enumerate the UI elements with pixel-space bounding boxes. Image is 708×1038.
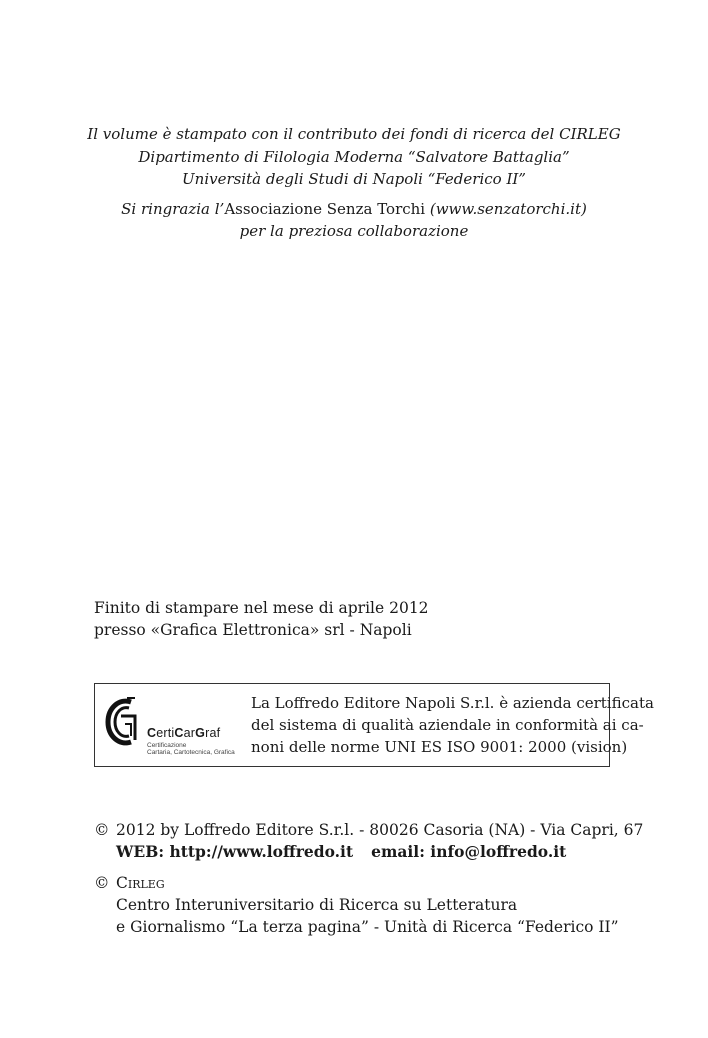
cirleg-name: Cirleg [116, 874, 165, 892]
cirleg-description-1: Centro Interuniversitario di Ricerca su Letteratura [116, 896, 518, 914]
certification-line: La Loffredo Editore Napoli S.r.l. è azienda certificata [251, 694, 654, 712]
copyright-symbol: © [94, 821, 110, 839]
certicargraf-logo-icon [105, 696, 139, 748]
certification-statement [251, 692, 654, 758]
publisher-web: WEB: http://www.loffredo.it [116, 842, 354, 861]
certicargraf-subtitle-2: Cartaria, Cartotecnica, Grafica [147, 749, 235, 756]
credit-line-university: Università degli Studi di Napoli “Federico II” [182, 170, 526, 188]
publisher-email: email: info@loffredo.it [371, 842, 567, 861]
thanks-organization: Associazione Senza Torchi [224, 200, 426, 218]
printing-date: Finito di stampare nel mese di aprile 2012 [94, 599, 429, 617]
certification-line: del sistema di qualità aziendale in conformità ai ca- [251, 716, 644, 734]
printing-printer: presso «Grafica Elettronica» srl - Napoli [94, 621, 412, 639]
credit-line-funding: Il volume è stampato con il contributo dei fondi di ricerca del CIRLEG [87, 125, 621, 143]
copyright-symbol: © [94, 874, 110, 892]
credit-line-collaboration: per la preziosa collaborazione [239, 222, 469, 240]
certicargraf-brand: CertiCarGraf [147, 726, 221, 740]
thanks-prefix: Si ringrazia l’ [121, 200, 225, 218]
certification-line: noni delle norme UNI ES ISO 9001: 2000 (vision) [251, 738, 628, 756]
publisher-address: 2012 by Loffredo Editore S.r.l. - 80026 Casoria (NA) - Via Capri, 67 [116, 821, 644, 839]
credit-line-thanks [0, 198, 708, 220]
credit-line-department: Dipartimento di Filologia Moderna “Salvatore Battaglia” [138, 148, 570, 166]
copyright-cirleg [94, 872, 619, 938]
certification-box [94, 683, 654, 767]
thanks-url: (www.senzatorchi.it) [425, 200, 587, 218]
printing-info [94, 597, 429, 641]
copyright-publisher [94, 819, 643, 863]
certicargraf-subtitle-1: Certificazione [147, 742, 187, 749]
cirleg-description-2: e Giornalismo “La terza pagina” - Unità di Ricerca “Federico II” [116, 918, 619, 936]
